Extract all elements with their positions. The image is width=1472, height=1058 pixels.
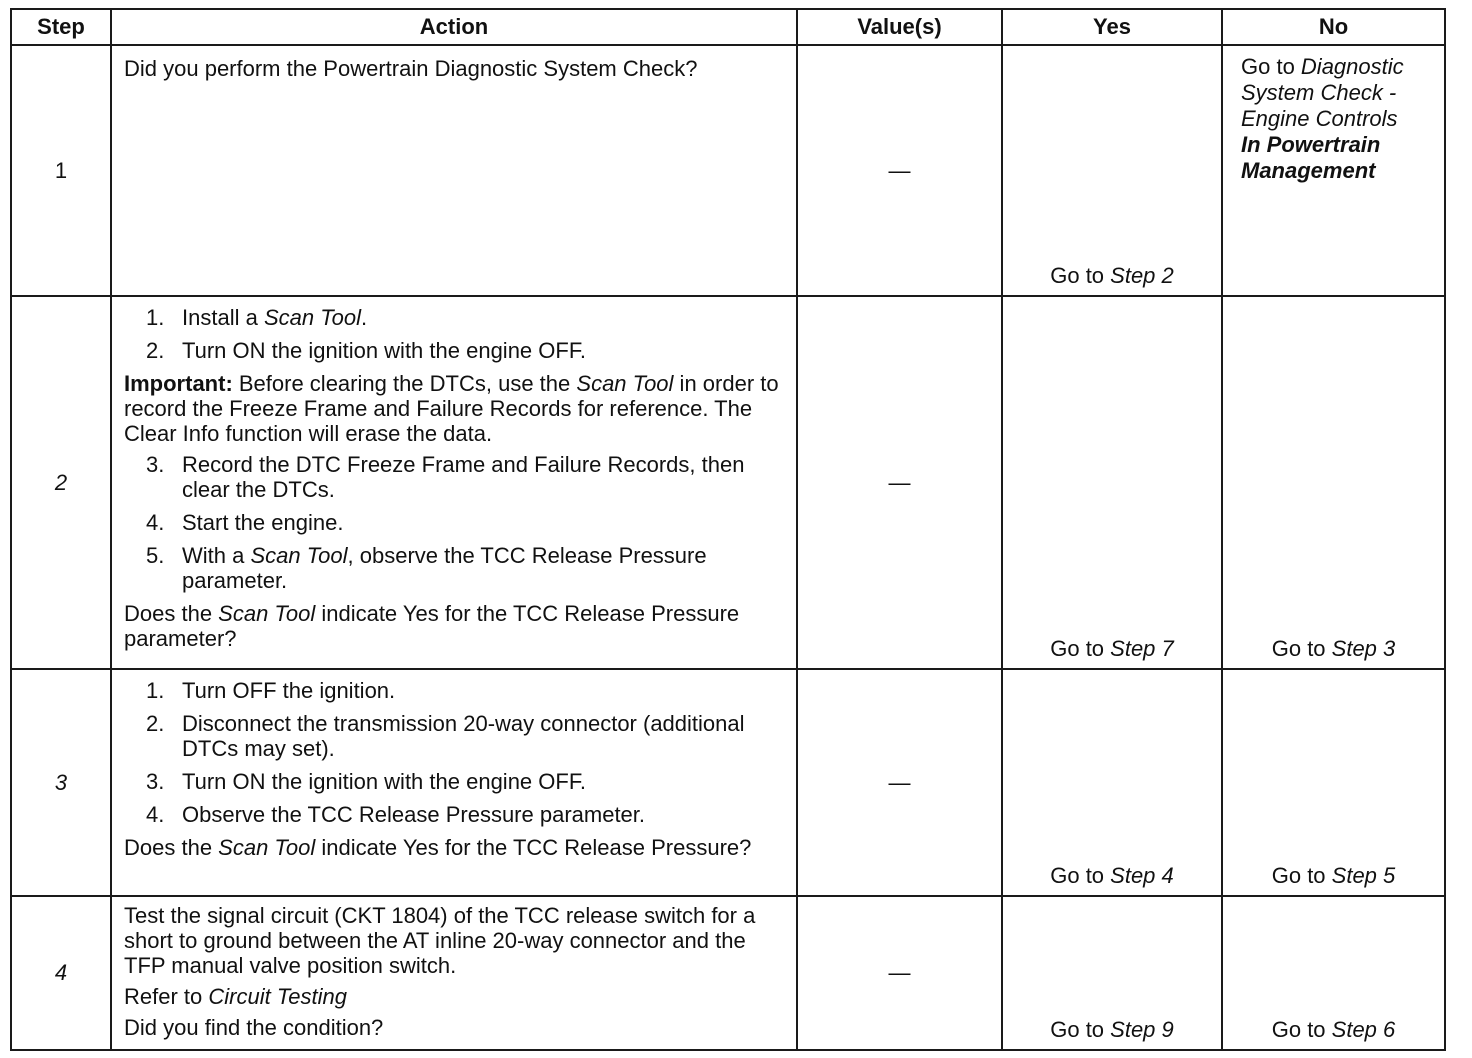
table-row <box>11 896 1445 1050</box>
refer-text: Refer to Circuit Testing <box>124 984 347 1009</box>
no-cell <box>1222 45 1445 296</box>
diagnostic-table <box>10 8 1446 1051</box>
no-link[interactable]: Step 5 <box>1331 863 1396 888</box>
value-cell: — <box>797 669 1002 896</box>
yes-prefix: Go to <box>1050 263 1111 288</box>
list-item: 1. Turn OFF the ignition. <box>146 678 396 703</box>
header-yes: Yes <box>1002 9 1222 45</box>
no-prefix: Go to <box>1241 54 1301 79</box>
header-row <box>11 9 1445 45</box>
table-row <box>11 45 1445 296</box>
question-text: Does the Scan Tool indicate Yes for the TCC Release Pressure parameter? <box>124 601 740 651</box>
list-item: 5. With a Scan Tool, observe the TCC Release Pressure parameter. <box>146 543 707 593</box>
question-text: Did you find the condition? <box>124 1015 384 1040</box>
no-reference: In Powertrain Management <box>1241 132 1381 183</box>
list-item: 3. Turn ON the ignition with the engine OFF. <box>146 769 586 794</box>
action-text: Test the signal circuit (CKT 1804) of the TCC release switch for a short to ground between the AT inline 20-way connector and the TFP manual valve position switch. <box>124 903 756 978</box>
action-cell <box>111 45 797 296</box>
list-item: 2. Turn ON the ignition with the engine OFF. <box>146 338 586 363</box>
yes-link[interactable]: Step 2 <box>1110 263 1174 288</box>
refer-link[interactable]: Circuit Testing <box>208 984 347 1009</box>
action-list <box>124 452 788 593</box>
yes-cell: Go to Step 7 <box>1002 296 1222 669</box>
no-link[interactable]: Diagnostic System Check - Engine Controls <box>1241 54 1404 131</box>
step-number: 1 <box>11 45 111 296</box>
action-cell <box>111 669 797 896</box>
no-cell: Go to Step 6 <box>1222 896 1445 1050</box>
yes-link[interactable]: Step 4 <box>1110 863 1174 888</box>
list-item: 4. Observe the TCC Release Pressure parameter. <box>146 802 646 827</box>
yes-link[interactable]: Step 9 <box>1110 1017 1174 1042</box>
step-number: 3 <box>11 669 111 896</box>
no-link[interactable]: Step 3 <box>1331 636 1396 661</box>
yes-link[interactable]: Step 7 <box>1110 636 1174 661</box>
yes-cell <box>1002 45 1222 296</box>
action-list <box>124 305 788 363</box>
no-cell: Go to Step 3 <box>1222 296 1445 669</box>
table-row <box>11 669 1445 896</box>
value-cell: — <box>797 296 1002 669</box>
no-cell: Go to Step 5 <box>1222 669 1445 896</box>
yes-cell: Go to Step 9 <box>1002 896 1222 1050</box>
list-item: 3. Record the DTC Freeze Frame and Failure Records, then clear the DTCs. <box>146 452 745 502</box>
step-number: 4 <box>11 896 111 1050</box>
list-item: 2. Disconnect the transmission 20-way connector (additional DTCs may set). <box>146 711 745 761</box>
action-cell <box>111 296 797 669</box>
header-no: No <box>1222 9 1445 45</box>
value-cell: — <box>797 896 1002 1050</box>
value-cell: — <box>797 45 1002 296</box>
table-row <box>11 296 1445 669</box>
list-item: 4. Start the engine. <box>146 510 344 535</box>
step-number: 2 <box>11 296 111 669</box>
header-values: Value(s) <box>797 9 1002 45</box>
question-text: Does the Scan Tool indicate Yes for the TCC Release Pressure? <box>124 835 752 860</box>
important-note: Important: Before clearing the DTCs, use the Scan Tool in order to record the Freeze Frame and Failure Records for reference. The Clear Info function will erase the data. <box>124 371 779 446</box>
action-cell <box>111 896 797 1050</box>
action-text: Did you perform the Powertrain Diagnostic System Check? <box>124 56 698 81</box>
header-action: Action <box>111 9 797 45</box>
list-item: 1. Install a Scan Tool. <box>146 305 368 330</box>
yes-cell: Go to Step 4 <box>1002 669 1222 896</box>
no-link[interactable]: Step 6 <box>1331 1017 1396 1042</box>
action-list <box>124 678 788 827</box>
header-step: Step <box>11 9 111 45</box>
